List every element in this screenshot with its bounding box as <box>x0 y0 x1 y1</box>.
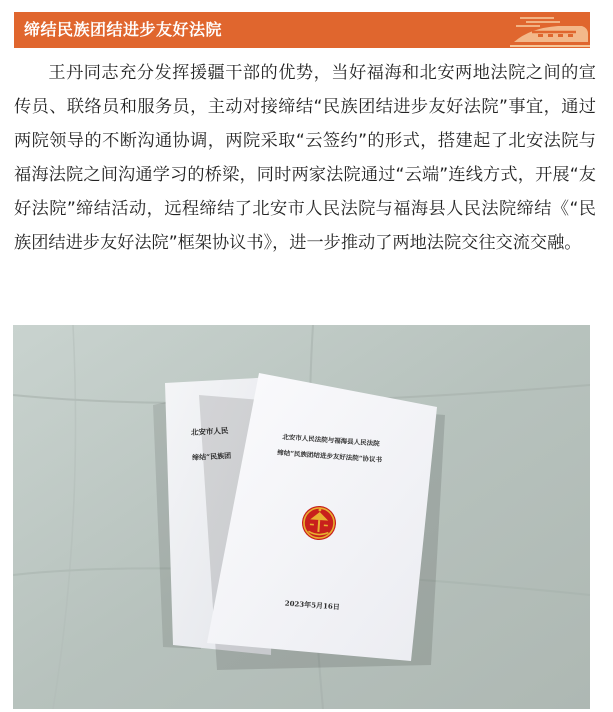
section-header <box>14 12 590 48</box>
article-paragraph: 王丹同志充分发挥援疆干部的优势，当好福海和北安两地法院之间的宣传员、联络员和服务员，主动对接缔结“民族团结进步友好法院”事宜，通过两院领导的不断沟通协调，两院采取“云签约”的形式，搭建起了北安法院与福海法院之间沟通学习的桥梁，同时两家法院通过“云端”连线方式，开展“友好法院”缔结活动，远程缔结了北安市人民法院与福海县人民法院缔结《“民族团结进步友好法院”框架协议书》，进一步推动了两地法院交往交流交融。 <box>14 63 596 253</box>
front-doc-date: 2023年5月16日 <box>284 598 341 612</box>
back-doc-line2: 缔结“民族团 <box>191 450 232 462</box>
back-doc-line1: 北安市人民 <box>190 426 229 437</box>
section-title: 缔结民族团结进步友好法院 <box>24 20 223 39</box>
agreement-photo <box>13 325 590 709</box>
front-doc-title-line2: 缔结“民族团结进步友好法院”协议书 <box>276 448 383 464</box>
front-doc-title-line1: 北安市人民法院与福海县人民法院 <box>282 432 380 448</box>
